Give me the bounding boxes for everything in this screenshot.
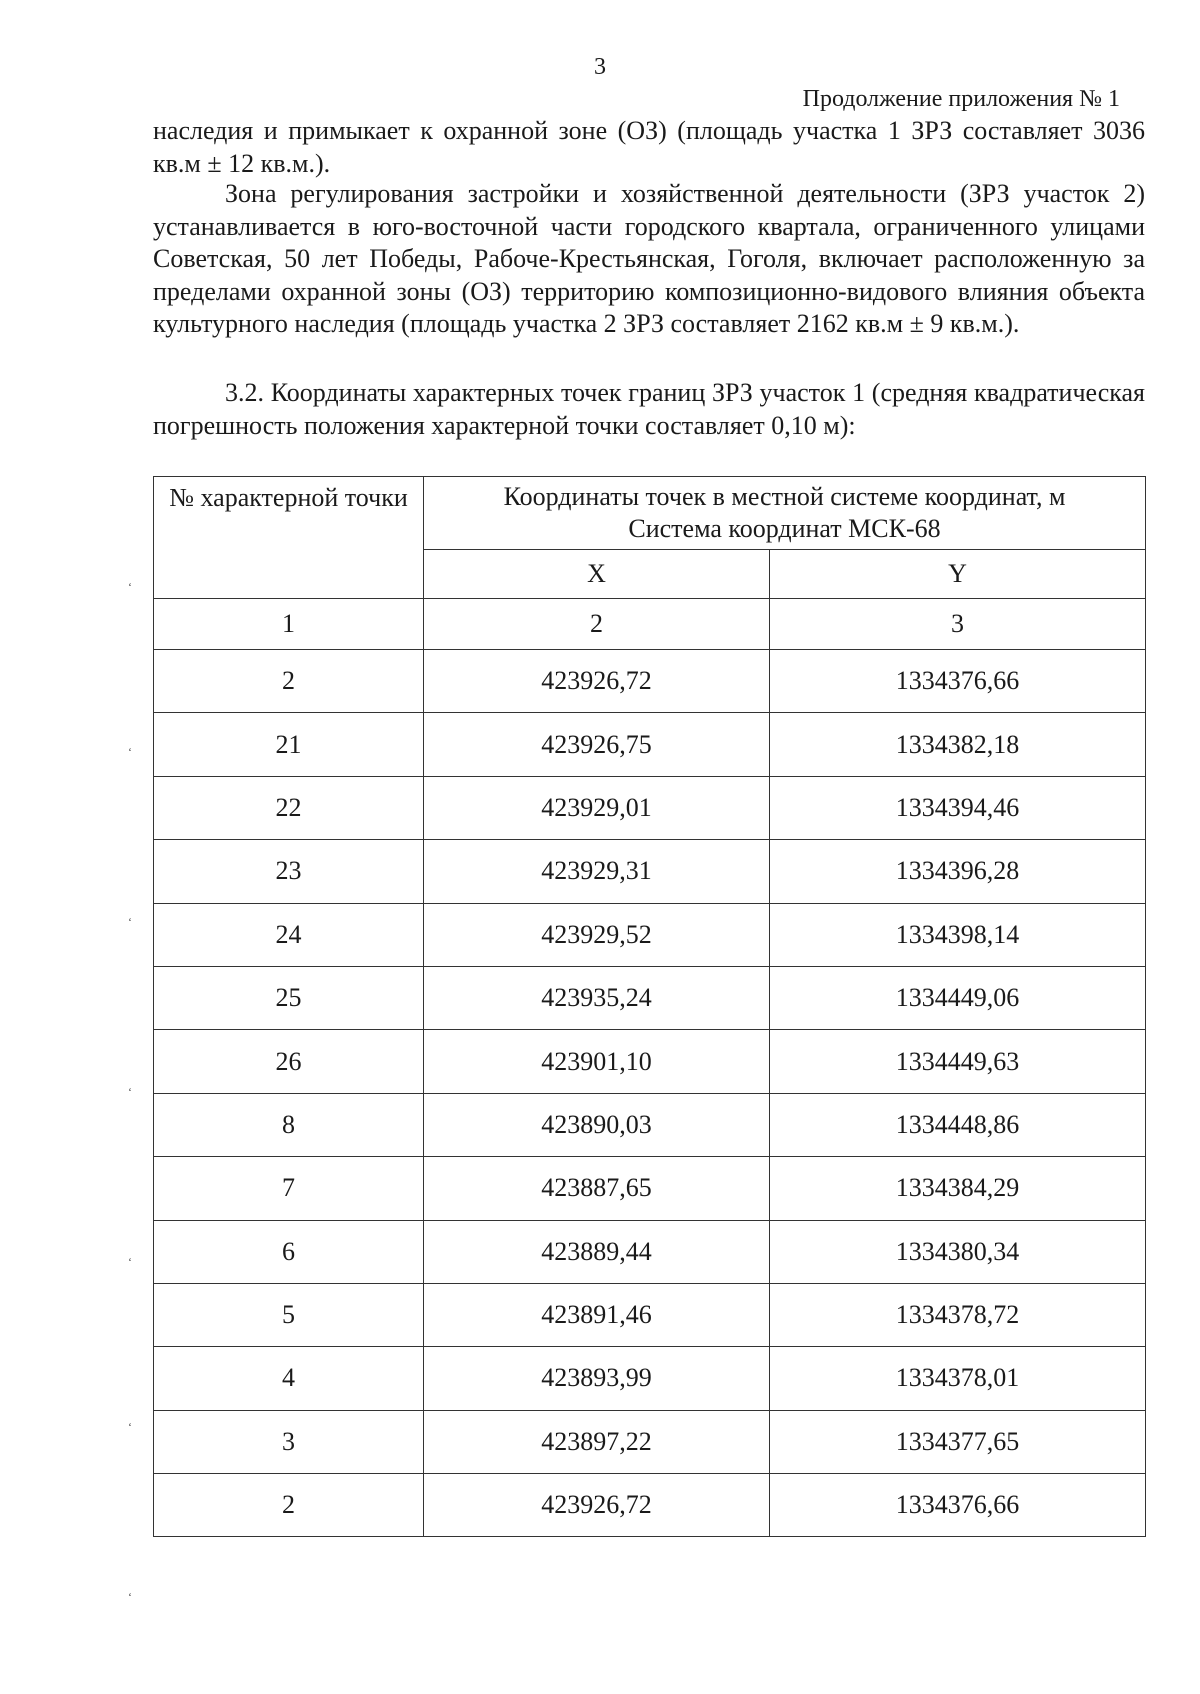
y-coordinate-cell: 1334384,29 [770,1157,1146,1220]
paragraph-zone-1-area: наследия и примыкает к охранной зоне (ОЗ) (площадь участка 1 ЗРЗ составляет 3036 кв.м ± 12 кв.м.). [153,116,1145,178]
coordinates-header-line-2: Система координат МСК-68 [628,514,941,543]
y-coordinate-cell: 1334449,63 [770,1030,1146,1093]
x-coordinate-cell: 423890,03 [424,1093,770,1156]
table-row [154,840,1146,903]
column-number-1: 1 [154,599,424,650]
table-row [154,1157,1146,1220]
table-row [154,1030,1146,1093]
point-number-cell: 25 [154,966,424,1029]
x-coordinate-cell: 423887,65 [424,1157,770,1220]
scan-artifact-mark: ʻ [128,1420,132,1434]
x-coordinate-cell: 423935,24 [424,966,770,1029]
column-number-3: 3 [770,599,1146,650]
point-number-column-header: № характерной точки [154,477,424,599]
y-coordinate-cell: 1334376,66 [770,650,1146,713]
x-coordinate-cell: 423901,10 [424,1030,770,1093]
table-row [154,1093,1146,1156]
scan-artifact-mark: ʻ [128,1255,132,1269]
point-number-cell: 23 [154,840,424,903]
point-number-cell: 4 [154,1347,424,1410]
x-coordinate-cell: 423929,52 [424,903,770,966]
page-number: 3 [594,54,606,80]
point-number-cell: 2 [154,650,424,713]
table-row [154,1220,1146,1283]
y-coordinate-cell: 1334377,65 [770,1410,1146,1473]
scan-artifact-mark: ʻ [128,580,132,594]
scan-artifact-mark: ʻ [128,1085,132,1099]
point-number-cell: 24 [154,903,424,966]
x-coordinate-cell: 423926,75 [424,713,770,776]
point-number-cell: 2 [154,1474,424,1537]
table-row [154,966,1146,1029]
x-coordinate-cell: 423897,22 [424,1410,770,1473]
appendix-continuation-note: Продолжение приложения № 1 [802,86,1120,112]
point-number-cell: 8 [154,1093,424,1156]
scan-artifact-mark: ʻ [128,745,132,759]
point-number-cell: 5 [154,1283,424,1346]
point-number-cell: 6 [154,1220,424,1283]
x-coordinate-cell: 423926,72 [424,1474,770,1537]
table-row [154,1410,1146,1473]
coordinates-table-body [154,650,1146,1537]
coordinates-group-header [424,477,1146,550]
column-number-2: 2 [424,599,770,650]
x-coordinate-cell: 423893,99 [424,1347,770,1410]
point-number-cell: 26 [154,1030,424,1093]
y-coordinate-cell: 1334376,66 [770,1474,1146,1537]
table-row [154,1347,1146,1410]
point-number-cell: 7 [154,1157,424,1220]
coordinates-table [153,476,1146,1537]
x-coordinate-cell: 423889,44 [424,1220,770,1283]
x-column-header: X [424,550,770,599]
x-coordinate-cell: 423929,01 [424,776,770,839]
table-row [154,713,1146,776]
point-number-cell: 22 [154,776,424,839]
table-row [154,776,1146,839]
y-coordinate-cell: 1334382,18 [770,713,1146,776]
x-coordinate-cell: 423891,46 [424,1283,770,1346]
scan-artifact-mark: ʻ [128,1590,132,1604]
point-number-cell: 3 [154,1410,424,1473]
y-coordinate-cell: 1334378,01 [770,1347,1146,1410]
table-row [154,1474,1146,1537]
table-row [154,1283,1146,1346]
table-row [154,650,1146,713]
y-coordinate-cell: 1334380,34 [770,1220,1146,1283]
x-coordinate-cell: 423929,31 [424,840,770,903]
paragraph-coordinates-intro: 3.2. Координаты характерных точек границ ЗРЗ участок 1 (средняя квадратическая погрешность положения характерной точки составляет 0,10 м): [153,378,1145,440]
coordinates-header-line-1: Координаты точек в местной системе координат, м [503,482,1066,511]
x-coordinate-cell: 423926,72 [424,650,770,713]
y-coordinate-cell: 1334394,46 [770,776,1146,839]
y-coordinate-cell: 1334378,72 [770,1283,1146,1346]
y-coordinate-cell: 1334396,28 [770,840,1146,903]
y-coordinate-cell: 1334398,14 [770,903,1146,966]
table-row [154,903,1146,966]
y-column-header: Y [770,550,1146,599]
paragraph-zone-2-description: Зона регулирования застройки и хозяйственной деятельности (ЗРЗ участок 2) устанавливается в юго-восточной части городского квартала, ограниченного улицами Советская, 50 лет Победы, Рабоче-Крестьянская, Гоголя, включает расположенную за пределами охранной зоны (ОЗ) территорию композиционно-видового влияния объекта культурного наследия (площадь участка 2 ЗРЗ составляет 2162 кв.м ± 9 кв.м.). [153,179,1145,338]
scan-artifact-mark: ʻ [128,915,132,929]
point-number-cell: 21 [154,713,424,776]
y-coordinate-cell: 1334448,86 [770,1093,1146,1156]
y-coordinate-cell: 1334449,06 [770,966,1146,1029]
